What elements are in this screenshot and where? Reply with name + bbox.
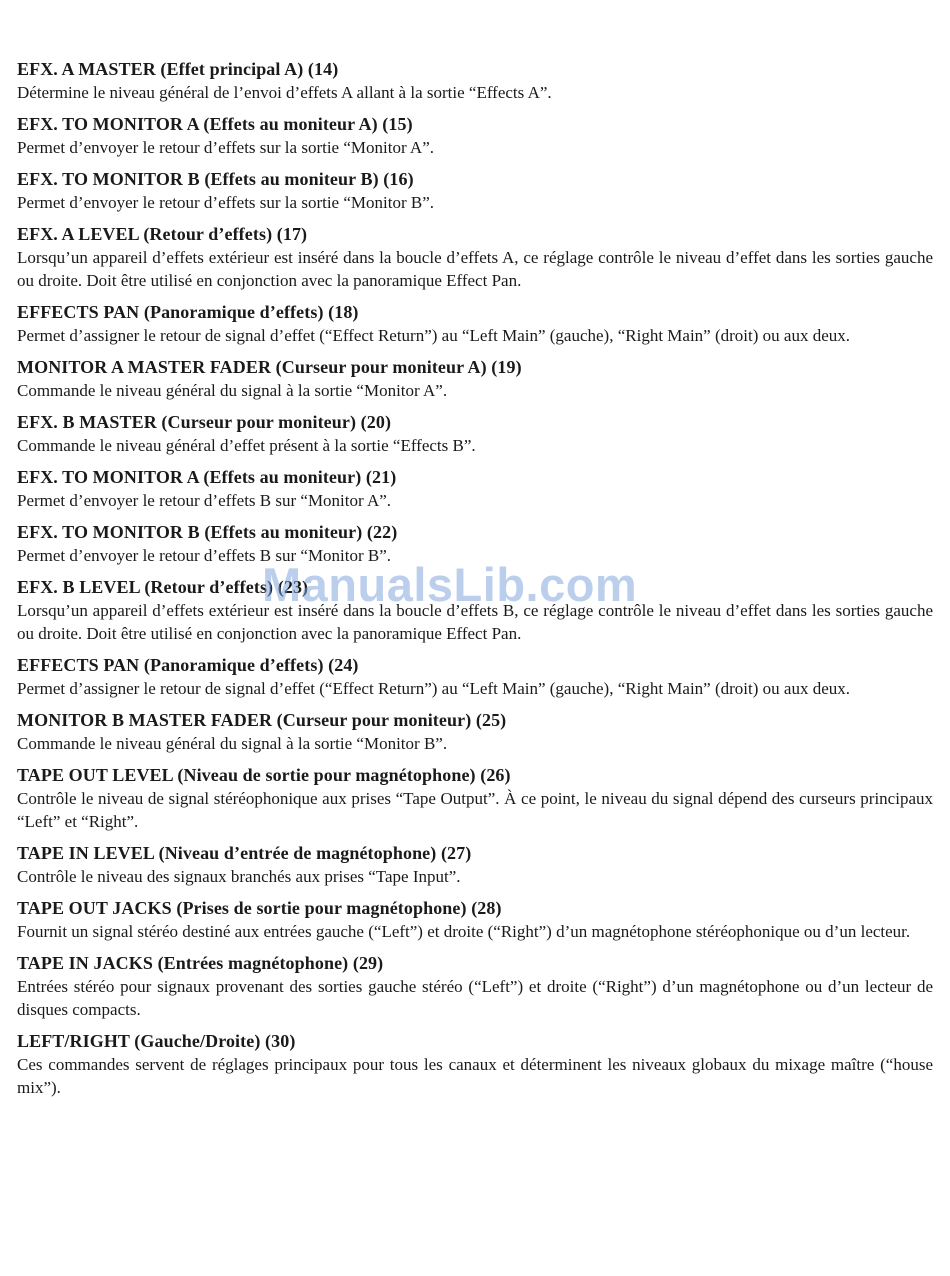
entry-description: Commande le niveau général du signal à la sortie “Monitor B”. bbox=[17, 734, 448, 753]
entry-description: Permet d’envoyer le retour d’effets B sur “Monitor B”. bbox=[17, 546, 392, 565]
entry-title: TAPE IN LEVEL (Niveau d’entrée de magnétophone) (27) bbox=[17, 843, 472, 863]
entry-description: Permet d’envoyer le retour d’effets sur la sortie “Monitor A”. bbox=[17, 138, 434, 157]
entry-effects-pan-b bbox=[17, 654, 933, 700]
entry-description: Lorsqu’un appareil d’effets extérieur est inséré dans la boucle d’effets A, ce réglage contrôle le niveau d’effet dans les sorties gauche ou droite. Doit être utilisé en conjonction avec la panoramique Effect Pan. bbox=[17, 248, 933, 290]
entry-title: EFFECTS PAN (Panoramique d’effets) (18) bbox=[17, 302, 359, 322]
entry-efx-to-monitor-b bbox=[17, 168, 933, 214]
entry-description: Entrées stéréo pour signaux provenant des sorties gauche stéréo (“Left”) et droite (“Right”) d’un magnétophone ou d’un lecteur de disques compacts. bbox=[17, 977, 933, 1019]
entry-monitor-a-master-fader bbox=[17, 356, 933, 402]
entry-title: EFX. A MASTER (Effet principal A) (14) bbox=[17, 59, 339, 79]
entry-description: Commande le niveau général d’effet présent à la sortie “Effects B”. bbox=[17, 436, 476, 455]
entry-title: TAPE IN JACKS (Entrées magnétophone) (29) bbox=[17, 953, 384, 973]
entry-title: EFX. TO MONITOR B (Effets au moniteur B) (16) bbox=[17, 169, 414, 189]
entry-tape-out-level bbox=[17, 764, 933, 833]
entry-title: TAPE OUT LEVEL (Niveau de sortie pour magnétophone) (26) bbox=[17, 765, 511, 785]
entry-description: Contrôle le niveau de signal stéréophonique aux prises “Tape Output”. À ce point, le niveau du signal dépend des curseurs principaux “Left” et “Right”. bbox=[17, 789, 933, 831]
entry-description: Lorsqu’un appareil d’effets extérieur est inséré dans la boucle d’effets B, ce réglage contrôle le niveau d’effet dans les sorties gauche ou droite. Doit être utilisé en conjonction avec la panoramique Effect Pan. bbox=[17, 601, 933, 643]
entry-title: EFX. TO MONITOR A (Effets au moniteur) (21) bbox=[17, 467, 397, 487]
watermark-logo: ManualsLib.com bbox=[262, 558, 638, 611]
entry-title: TAPE OUT JACKS (Prises de sortie pour magnétophone) (28) bbox=[17, 898, 502, 918]
entry-description: Permet d’assigner le retour de signal d’effet (“Effect Return”) au “Left Main” (gauche), “Right Main” (droit) ou aux deux. bbox=[17, 679, 850, 698]
entry-title: EFX. TO MONITOR A (Effets au moniteur A) (15) bbox=[17, 114, 413, 134]
entry-monitor-b-master-fader bbox=[17, 709, 933, 755]
entry-efx-a-level bbox=[17, 223, 933, 292]
entry-description: Contrôle le niveau des signaux branchés aux prises “Tape Input”. bbox=[17, 867, 461, 886]
entry-title: EFX. B MASTER (Curseur pour moniteur) (20) bbox=[17, 412, 392, 432]
entry-description: Permet d’assigner le retour de signal d’effet (“Effect Return”) au “Left Main” (gauche), “Right Main” (droit) ou aux deux. bbox=[17, 326, 850, 345]
entry-title: EFX. TO MONITOR B (Effets au moniteur) (22) bbox=[17, 522, 398, 542]
entry-tape-in-jacks bbox=[17, 952, 933, 1021]
manual-page bbox=[17, 58, 933, 1108]
entry-title: EFX. A LEVEL (Retour d’effets) (17) bbox=[17, 224, 308, 244]
entry-efx-b-to-monitor-b bbox=[17, 521, 933, 567]
entry-efx-b-to-monitor-a bbox=[17, 466, 933, 512]
entry-efx-b-level bbox=[17, 576, 933, 645]
entry-title: LEFT/RIGHT (Gauche/Droite) (30) bbox=[17, 1031, 296, 1051]
entry-left-right bbox=[17, 1030, 933, 1099]
entry-efx-b-master bbox=[17, 411, 933, 457]
entry-title: EFX. B LEVEL (Retour d’effets) (23) bbox=[17, 577, 309, 597]
entry-title: MONITOR A MASTER FADER (Curseur pour moniteur A) (19) bbox=[17, 357, 522, 377]
entry-efx-to-monitor-a bbox=[17, 113, 933, 159]
entry-description: Fournit un signal stéréo destiné aux entrées gauche (“Left”) et droite (“Right”) d’un magnétophone stéréophonique ou d’un lecteur. bbox=[17, 922, 911, 941]
entry-tape-in-level bbox=[17, 842, 933, 888]
entry-title: MONITOR B MASTER FADER (Curseur pour moniteur) (25) bbox=[17, 710, 507, 730]
entry-description: Détermine le niveau général de l’envoi d’effets A allant à la sortie “Effects A”. bbox=[17, 83, 552, 102]
entry-tape-out-jacks bbox=[17, 897, 933, 943]
entry-efx-a-master bbox=[17, 58, 933, 104]
entry-title: EFFECTS PAN (Panoramique d’effets) (24) bbox=[17, 655, 359, 675]
entry-description: Ces commandes servent de réglages principaux pour tous les canaux et déterminent les niveaux globaux du mixage maître (“house mix”). bbox=[17, 1055, 933, 1097]
entry-effects-pan-a bbox=[17, 301, 933, 347]
entry-description: Permet d’envoyer le retour d’effets sur la sortie “Monitor B”. bbox=[17, 193, 434, 212]
entry-description: Commande le niveau général du signal à la sortie “Monitor A”. bbox=[17, 381, 448, 400]
entry-description: Permet d’envoyer le retour d’effets B sur “Monitor A”. bbox=[17, 491, 392, 510]
